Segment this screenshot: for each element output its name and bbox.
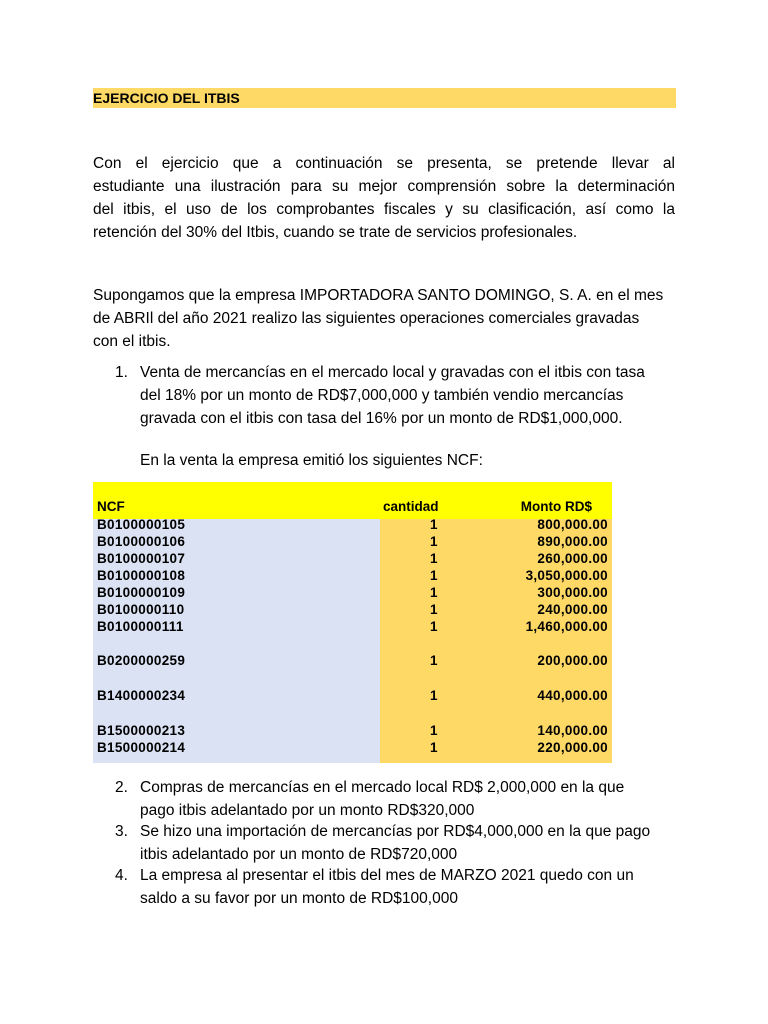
table-cell-qty: 1 — [430, 723, 438, 738]
list-number: 1. — [115, 364, 128, 381]
table-cell-ncf: B0100000105 — [97, 517, 186, 532]
header-qty: cantidad — [383, 499, 439, 514]
scenario-paragraph — [93, 284, 683, 353]
table-cell-ncf: B0100000110 — [97, 602, 185, 617]
table-cell-qty: 1 — [430, 619, 438, 634]
table-cell-ncf: B0100000111 — [97, 619, 184, 634]
table-cell-qty: 1 — [430, 602, 438, 617]
document-title: EJERCICIO DEL ITBIS — [93, 90, 240, 106]
table-cell-ncf: B0100000108 — [97, 568, 186, 583]
table-cell-qty: 1 — [430, 740, 438, 755]
table-cell-ncf: B1500000214 — [97, 740, 186, 755]
list-line: Se hizo una importación de mercancías por RD$4,000,000 en la que pago — [140, 823, 651, 840]
scenario-line: Supongamos que la empresa IMPORTADORA SANTO DOMINGO, S. A. en el mes — [93, 287, 664, 304]
list-line: gravada con el itbis con tasa del 16% por un monto de RD$1,000,000. — [140, 410, 623, 427]
intro-paragraph — [93, 152, 675, 244]
scenario-line: de ABRIl del año 2021 realizo las siguientes operaciones comerciales gravadas — [93, 310, 640, 327]
list-line: itbis adelantado por un monto de RD$720,000 — [140, 846, 458, 863]
table-cell-qty: 1 — [430, 653, 438, 668]
table-cell-amount: 3,050,000.00 — [525, 568, 608, 583]
table-cell-amount: 300,000.00 — [537, 585, 608, 600]
list-line: pago itbis adelantado por un monto RD$320,000 — [140, 802, 475, 819]
table-cell-amount: 220,000.00 — [537, 740, 608, 755]
list-number: 4. — [115, 867, 128, 884]
list-line: Compras de mercancías en el mercado local RD$ 2,000,000 en la que — [140, 779, 625, 796]
table-cell-amount: 260,000.00 — [537, 551, 608, 566]
table-cell-qty: 1 — [430, 551, 438, 566]
header-amount: Monto RD$ — [520, 499, 592, 514]
table-cell-ncf: B1400000234 — [97, 688, 186, 703]
table-cell-ncf: B0200000259 — [97, 653, 186, 668]
list-number: 3. — [115, 823, 128, 840]
table-cell-amount: 240,000.00 — [537, 602, 608, 617]
table-cell-qty: 1 — [430, 568, 438, 583]
list-line: del 18% por un monto de RD$7,000,000 y también vendio mercancías — [140, 387, 624, 404]
table-cell-qty: 1 — [430, 688, 438, 703]
ncf-table — [93, 482, 612, 763]
table-cell-ncf: B0100000109 — [97, 585, 186, 600]
table-cell-ncf: B0100000107 — [97, 551, 186, 566]
scenario-line: con el itbis. — [93, 333, 171, 350]
table-cell-qty: 1 — [430, 534, 438, 549]
table-cell-amount: 140,000.00 — [537, 723, 608, 738]
list-line: La empresa al presentar el itbis del mes de MARZO 2021 quedo con un — [140, 867, 634, 884]
table-cell-qty: 1 — [430, 517, 438, 532]
table-cell-amount: 440,000.00 — [537, 688, 608, 703]
list-number: 2. — [115, 779, 128, 796]
intro-line: estudiante una ilustración para su mejor comprensión sobre la determinación — [93, 178, 675, 195]
table-cell-qty: 1 — [430, 585, 438, 600]
header-ncf: NCF — [97, 499, 125, 514]
list-line: saldo a su favor por un monto de RD$100,000 — [140, 890, 458, 907]
table-cell-amount: 800,000.00 — [537, 517, 608, 532]
ncf-intro: En la venta la empresa emitió los siguientes NCF: — [140, 452, 483, 469]
title-highlight — [93, 88, 676, 108]
table-cell-ncf: B1500000213 — [97, 723, 186, 738]
table-cell-ncf: B0100000106 — [97, 534, 186, 549]
intro-line: Con el ejercicio que a continuación se presenta, se pretende llevar al — [93, 155, 675, 172]
table-cell-amount: 200,000.00 — [537, 653, 608, 668]
table-cell-amount: 1,460,000.00 — [525, 619, 608, 634]
table-cell-amount: 890,000.00 — [537, 534, 608, 549]
intro-line: retención del 30% del Itbis, cuando se trate de servicios profesionales. — [93, 224, 578, 241]
list-line: Venta de mercancías en el mercado local y gravadas con el itbis con tasa — [140, 364, 645, 381]
intro-line: del itbis, el uso de los comprobantes fiscales y su clasificación, así como la — [93, 201, 675, 218]
